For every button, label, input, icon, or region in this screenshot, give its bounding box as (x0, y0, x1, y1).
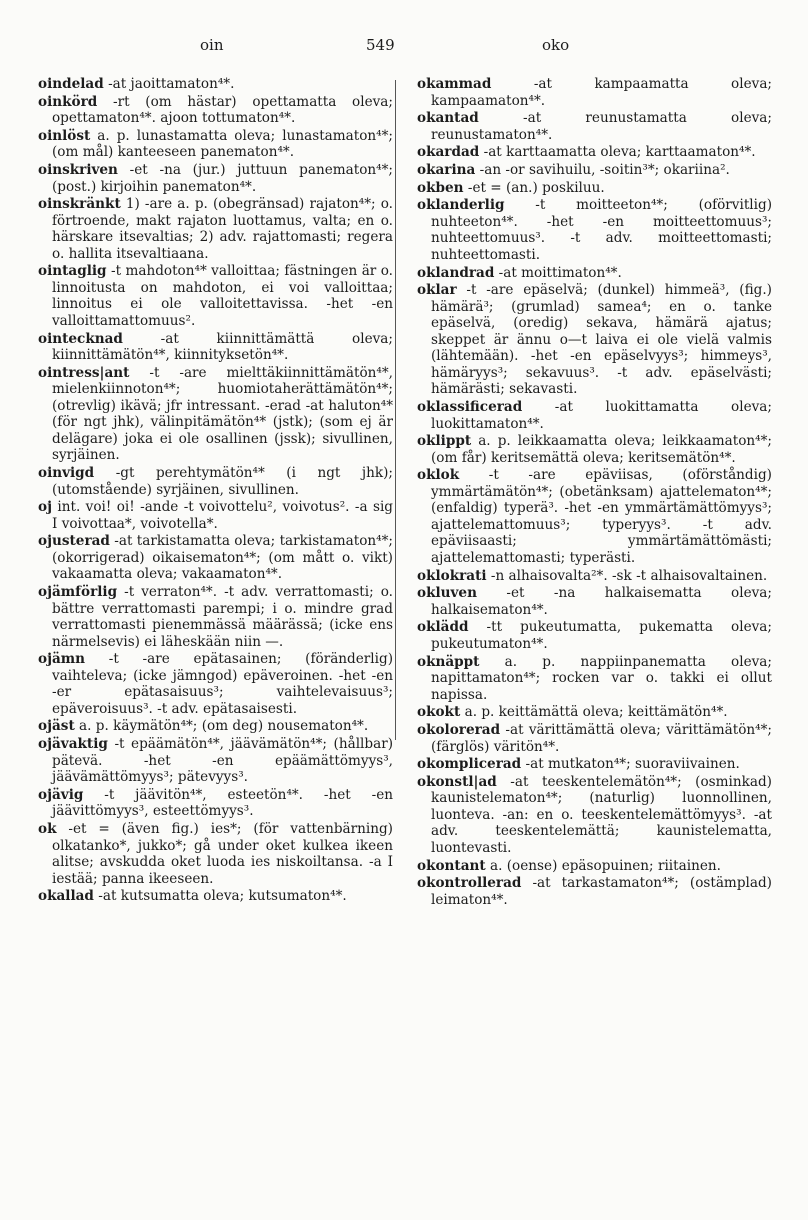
entry-definition: -et -na halkaisematta oleva; halkaisematon⁴*. (431, 585, 772, 618)
right-guide-word: oko (542, 36, 570, 54)
dictionary-entry (417, 144, 772, 161)
entry-definition: -at jaoittamaton⁴*. (103, 76, 235, 92)
entry-definition: -at tarkastamaton⁴*; (ostämplad) leimaton⁴*. (431, 875, 772, 908)
dictionary-entry (417, 756, 772, 773)
entry-definition: -at mutkaton⁴*; suoraviivainen. (521, 756, 740, 773)
dictionary-entry (38, 465, 393, 498)
entry-headword: ojusterad (38, 533, 110, 550)
entry-definition: -tt pukeutumatta, pukematta oleva; pukeutumaton⁴*. (431, 619, 772, 652)
entry-headword: okluven (417, 585, 477, 602)
left-guide-word: oin (200, 36, 224, 54)
dictionary-entry (38, 263, 393, 329)
dictionary-entry (38, 76, 393, 93)
entry-definition: -t -are epäviisas, (oförståndig) ymmärtämätön⁴*; (obetänksam) ajattelematon⁴*; (enfaldig) typerä³. -het -en ymmärtämättömyys³; ajattelemattomuus³; typeryys³. -t adv. epäviisaasti; ymmärtämättömästi; ajattelemattomasti; typerästi. (431, 467, 772, 566)
entry-headword: okantad (417, 110, 479, 127)
entry-definition: -t mahdoton⁴* valloittaa; fästningen är o. linnoitusta on mahdoton, ei voi valloittaa; linnoitus ei ole valloitettavissa. -het -en valloittamattomuus². (52, 263, 393, 329)
dictionary-entry (38, 499, 393, 532)
dictionary-entry (38, 94, 393, 127)
entry-definition: a. p. käymätön⁴*; (om deg) nousematon⁴*. (74, 718, 369, 735)
dictionary-entry (38, 196, 393, 262)
dictionary-entry (417, 110, 772, 143)
entry-headword: ointress|ant (38, 364, 130, 381)
entry-definition: -at moittimaton⁴*. (494, 264, 622, 281)
dictionary-entry (417, 875, 772, 908)
entry-definition: -at värittämättä oleva; värittämätön⁴*; (färglös) väritön⁴*. (431, 722, 772, 755)
entry-headword: okarina (417, 162, 476, 179)
column-divider (395, 80, 396, 740)
entry-headword: ok (38, 821, 57, 837)
page-number: 549 (366, 36, 395, 54)
entry-definition: -gt perehtymätön⁴* (i ngt jhk); (utomstående) syrjäinen, sivullinen. (52, 465, 393, 498)
entry-definition: -t -are mielttäkiinnittämätön⁴*, mielenkiinnoton⁴*; huomiotaherättämätön⁴*; (otrevlig) ikävä; jfr intressant. -erad -at haluton⁴* (för ngt jhk), välinpitämätön⁴* (jstk); (som ej är delägare) joka ei ole osallinen (jssk); sivullinen, syrjäinen. (52, 364, 393, 464)
dictionary-entry (417, 180, 772, 197)
entry-headword: oinvigd (38, 465, 95, 481)
dictionary-entry (417, 722, 772, 755)
right-column (417, 76, 772, 909)
dictionary-entry (417, 433, 772, 466)
entry-headword: okallad (38, 888, 94, 905)
page-header (0, 36, 808, 60)
entry-headword: ointaglig (38, 263, 107, 280)
entry-definition: -at karttaamatta oleva; karttaamaton⁴*. (479, 144, 756, 161)
entry-headword: oj (38, 499, 52, 516)
entry-headword: ojäst (38, 718, 75, 735)
entry-headword: oklanderlig (417, 197, 505, 214)
entry-headword: okammad (417, 76, 492, 92)
dictionary-entry (417, 654, 772, 704)
dictionary-entry (417, 858, 772, 875)
entry-headword: okardad (417, 144, 480, 161)
entry-headword: ojävaktig (38, 736, 108, 753)
entry-definition: -t epäämätön⁴*, jäävämätön⁴*; (hållbar) pätevä. -het -en epäämättömyys³, jäävämättömyys³; pätevyys³. (52, 736, 393, 786)
entry-definition: -rt (om hästar) opettamatta oleva; opettamaton⁴*. ajoon tottumaton⁴*. (52, 93, 393, 127)
entry-definition: a. p. nappiinpanematta oleva; napittamaton⁴*; rocken var o. takki ei ollut napissa. (431, 653, 772, 703)
entry-headword: oklandrad (417, 264, 495, 281)
entry-definition: a. p. leikkaamatta oleva; leikkaamaton⁴*; (om får) keritsemättä oleva; keritsemätön⁴*. (431, 433, 772, 466)
dictionary-entry (38, 651, 393, 717)
entry-headword: oinskränkt (38, 196, 121, 213)
entry-definition: -t jäävitön⁴*, esteetön⁴*. -het -en jäävittömyys³, esteettömyys³. (52, 786, 393, 820)
dictionary-entry (417, 197, 772, 263)
entry-headword: okontant (417, 857, 486, 874)
dictionary-entry (417, 774, 772, 857)
entry-headword: ojämförlig (38, 584, 118, 601)
entry-definition: -an -or savihuilu, -soitin³*; okariina². (475, 162, 730, 179)
dictionary-entry (417, 76, 772, 109)
dictionary-entry (38, 888, 393, 905)
entry-definition: -at kampaamatta oleva; kampaamaton⁴*. (431, 76, 772, 109)
entry-definition: int. voi! oi! -ande -t voivottelu², voivotus². -a sig I voivottaa*, voivotella*. (52, 499, 393, 532)
entry-headword: okben (417, 179, 464, 196)
entry-definition: -et -na (jur.) juttuun panematon⁴*; (post.) kirjoihin panematon⁴*. (52, 162, 393, 195)
dictionary-entry (417, 585, 772, 618)
entry-headword: okolorerad (417, 722, 501, 738)
dictionary-entry (38, 584, 393, 650)
entry-headword: ojävig (38, 786, 84, 803)
entry-headword: oklar (417, 282, 457, 299)
entry-headword: oinlöst (38, 127, 91, 144)
entry-headword: oinkörd (38, 93, 98, 110)
entry-headword: oklassificerad (417, 399, 523, 415)
entry-definition: -t -are epäselvä; (dunkel) himmeä³, (fig.) hämärä³; (grumlad) samea⁴; en o. tanke epäselvä, (oredig) sekava, hämärä ajatus; skeppet är ännu o—t laiva ei ole vielä valmis (lähtemään). -het -en epäselvyys³; himmeys³, hämäryys³; sekavuus³. -t adv. epäselvästi; hämärästi; sekavasti. (431, 282, 772, 398)
entry-definition: -at tarkistamatta oleva; tarkistamaton⁴*; (okorrigerad) oikaisematon⁴*; (om mått o. vikt) vakaamatta oleva; vakaamaton⁴*. (52, 533, 393, 583)
dictionary-entry (417, 619, 772, 652)
entry-headword: oklok (417, 467, 460, 484)
dictionary-entry (38, 162, 393, 195)
entry-headword: okonstl|ad (417, 773, 497, 790)
entry-headword: okokt (417, 704, 461, 721)
dictionary-entry (38, 821, 393, 887)
entry-definition: -at teeskentelemätön⁴*; (osminkad) kaunistelematon⁴*; (naturlig) luonnollinen, luonteva. -an: en o. teeskentelemättömyys³. -at adv. teeskentelemättä; kaunistelematta, luontevasti. (431, 773, 772, 856)
dictionary-entry (38, 331, 393, 364)
dictionary-entry (38, 365, 393, 464)
dictionary-entry (417, 399, 772, 432)
entry-headword: ojämn (38, 651, 86, 668)
dictionary-entry (38, 718, 393, 735)
entry-headword: ointecknad (38, 330, 123, 347)
left-column (38, 76, 393, 906)
dictionary-entry (38, 736, 393, 786)
entry-definition: -t moitteeton⁴*; (oförvitlig) nuhteeton⁴*. -het -en moitteettomuus³; nuhteettomuus³. -t adv. moitteettomasti; nuhteettomasti. (431, 197, 772, 263)
entry-definition: -et = (även fig.) ies*; (för vattenbärning) olkatanko*, jukko*; gå under oket kulkea ikeen alitse; avskudda oket luoda ies niskoiltansa. -a I iestää; panna ikeeseen. (52, 821, 393, 887)
dictionary-entry (417, 704, 772, 721)
entry-definition: -n alhaisovalta²*. -sk -t alhaisovaltainen. (486, 567, 768, 584)
entry-headword: okontrollerad (417, 875, 522, 892)
entry-definition: -t verraton⁴*. -t adv. verrattomasti; o. bättre verrattomasti parempi; i o. mindre grad verrattomasti pienemmässä määrässä; (icke ens närmelsevis) ei läheskään niin —. (52, 584, 393, 650)
dictionary-entry (417, 162, 772, 179)
entry-headword: oklädd (417, 619, 469, 636)
dictionary-entry (38, 128, 393, 161)
entry-headword: oklippt (417, 433, 472, 450)
entry-definition: a. p. keittämättä oleva; keittämätön⁴*. (460, 704, 728, 721)
entry-definition: -at kiinnittämättä oleva; kiinnittämätön⁴*, kiinnityksetön⁴*. (52, 330, 393, 364)
entry-headword: oklokrati (417, 567, 487, 584)
dictionary-entry (417, 467, 772, 566)
entry-definition: -at luokittamatta oleva; luokittamaton⁴*. (431, 399, 772, 432)
entry-headword: oinskriven (38, 162, 118, 179)
entry-definition: -at reunustamatta oleva; reunustamaton⁴*. (431, 110, 772, 143)
dictionary-entry (38, 787, 393, 820)
entry-headword: oindelad (38, 76, 104, 92)
dictionary-entry (417, 265, 772, 282)
dictionary-entry (417, 282, 772, 398)
dictionary-entry (417, 568, 772, 585)
entry-definition: -at kutsumatta oleva; kutsumaton⁴*. (93, 888, 347, 905)
dictionary-entry (38, 533, 393, 583)
entry-definition: a. p. lunastamatta oleva; lunastamaton⁴*; (om mål) kanteeseen panematon⁴*. (52, 127, 393, 161)
entry-definition: -t -are epätasainen; (föränderlig) vaihteleva; (icke jämngod) epäveroinen. -het -en -er epätasaisuus³; vaihtelevaisuus³; epäveroisuus³. -t adv. epätasaisesti. (52, 651, 393, 717)
entry-headword: oknäppt (417, 653, 480, 670)
entry-definition: -et = (an.) poskiluu. (463, 179, 605, 196)
entry-headword: okomplicerad (417, 756, 522, 773)
entry-definition: a. (oense) epäsopuinen; riitainen. (485, 857, 721, 874)
entry-definition: 1) -are a. p. (obegränsad) rajaton⁴*; o. förtroende, makt rajaton luottamus, valta; en o. härskare itsevaltias; 2) adv. rajattomasti; regera o. hallita itsevaltiaana. (52, 196, 393, 262)
